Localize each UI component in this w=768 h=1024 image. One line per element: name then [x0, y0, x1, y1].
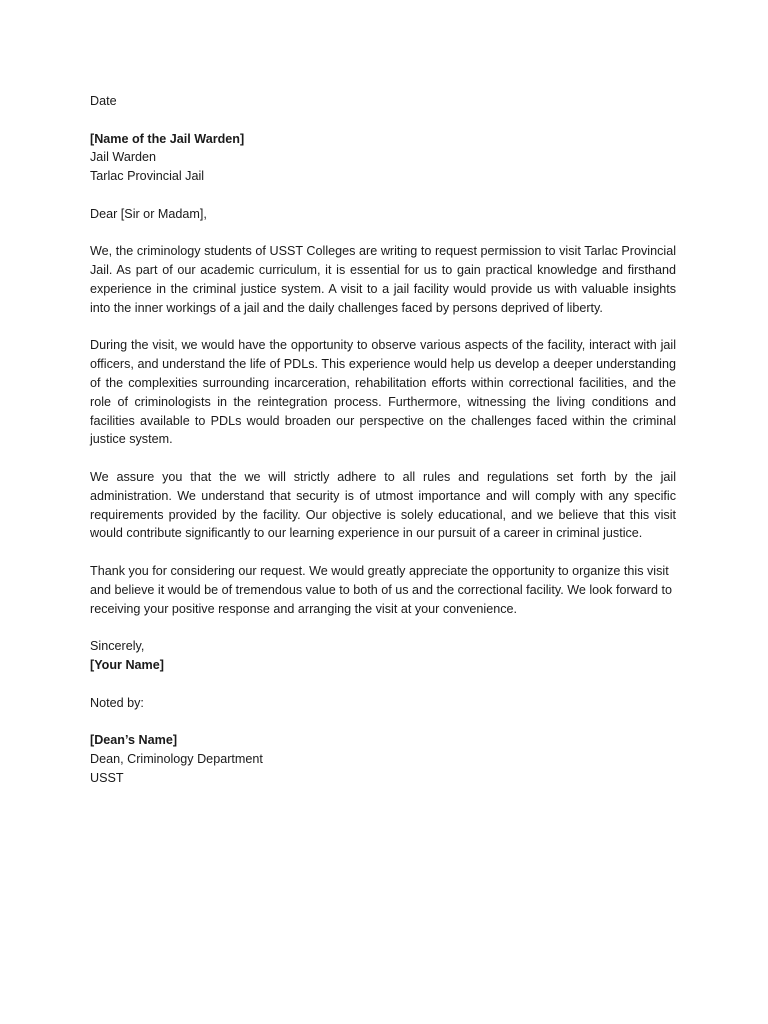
- dean-institution: USST: [90, 770, 124, 785]
- recipient-block: [90, 130, 676, 186]
- sender-name: [Your Name]: [90, 657, 164, 672]
- noted-by-label: Noted by:: [90, 695, 144, 710]
- recipient-title: Jail Warden: [90, 150, 157, 165]
- paragraph-3: We assure you that the we will strictly adhere to all rules and regulations set forth by the jail administration. We understand that security is of utmost importance and will comply with any specific requirements provided by the facility. Our objective is solely educational, and we believe that this visit would contribute significantly to our learning experience in our pursuit of a career in criminal justice.: [90, 469, 676, 541]
- salutation: Dear [Sir or Madam],: [90, 206, 207, 221]
- dean-name: [Dean’s Name]: [90, 733, 178, 748]
- letter-body: [90, 92, 676, 787]
- date-line: Date: [90, 94, 117, 108]
- signature-block: [90, 637, 676, 675]
- paragraph-1: We, the criminology students of USST Colleges are writing to request permission to visit Tarlac Provincial Jail. As part of our academic curriculum, it is essential for us to gain practical knowledge and firsthand experience in the criminal justice system. A visit to a jail facility would provide us with valuable insights into the inner workings of a jail and the daily challenges faced by persons deprived of liberty.: [90, 244, 676, 315]
- dean-block: [90, 731, 676, 787]
- recipient-name: [Name of the Jail Warden]: [90, 131, 245, 146]
- recipient-organization: Tarlac Provincial Jail: [90, 169, 205, 184]
- paragraph-4: Thank you for considering our request. We would greatly appreciate the opportunity to organize this visit and believe it would be of tremendous value to both of us and the correctional facility. We look forward to receiving your positive response and arranging the visit at your convenience.: [90, 563, 672, 616]
- closing: Sincerely,: [90, 639, 145, 654]
- dean-title: Dean, Criminology Department: [90, 751, 263, 766]
- paragraph-2: During the visit, we would have the opportunity to observe various aspects of the facility, interact with jail officers, and understand the life of PDLs. This experience would help us develop a deeper understanding of the complexities surrounding incarceration, rehabilitation efforts within correctional facilities, and the role of criminologists in the reintegration process. Furthermore, witnessing the living conditions and facilities available to PDLs would broaden our perspective on the challenges faced within the criminal justice system.: [90, 338, 676, 447]
